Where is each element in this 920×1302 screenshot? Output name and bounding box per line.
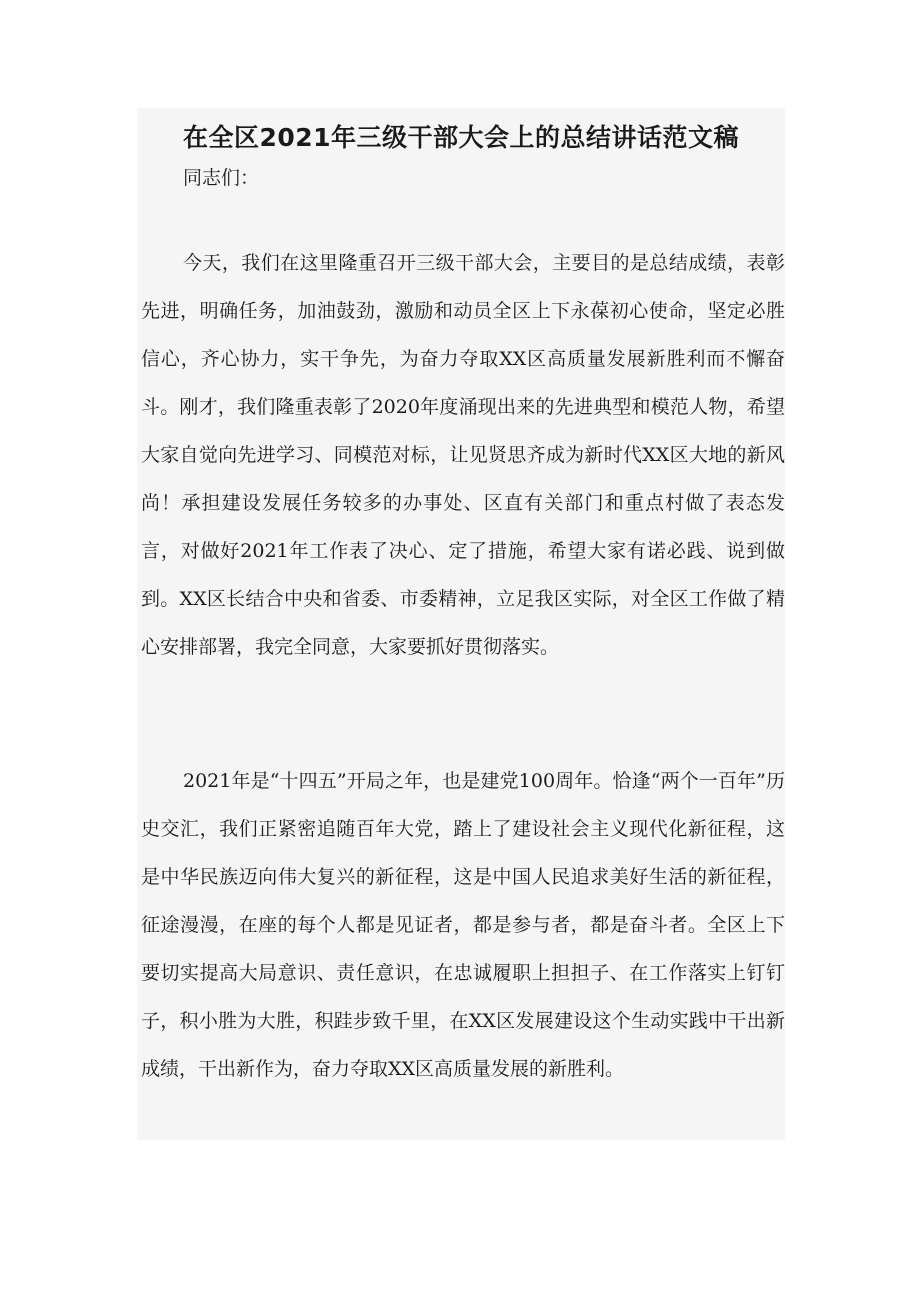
document-page xyxy=(137,108,785,1140)
paragraph-1: 今天，我们在这里隆重召开三级干部大会，主要目的是总结成绩，表彰先进，明确任务，加油鼓劲，激励和动员全区上下永葆初心使命，坚定必胜信心，齐心协力，实干争先，为奋力夺取XX区高质量发展新胜利而不懈奋斗。刚才，我们隆重表彰了2020年度涌现出来的先进典型和模范人物，希望大家自觉向先进学习、同模范对标，让见贤思齐成为新时代XX区大地的新风尚！承担建设发展任务较多的办事处、区直有关部门和重点村做了表态发言，对做好2021年工作表了决心、定了措施，希望大家有诺必践、说到做到。XX区长结合中央和省委、市委精神，立足我区实际，对全区工作做了精心安排部署，我完全同意，大家要抓好贯彻落实。 xyxy=(141,252,785,658)
salutation: 同志们： xyxy=(183,167,260,189)
paragraph-2: 2021年是“十四五”开局之年，也是建党100周年。恰逢“两个一百年”历史交汇，我们正紧密追随百年大党，踏上了建设社会主义现代化新征程，这是中华民族迈向伟大复兴的新征程，这是中国人民追求美好生活的新征程，征途漫漫，在座的每个人都是见证者，都是参与者，都是奋斗者。全区上下要切实提高大局意识、责任意识，在忠诚履职上担担子、在工作落实上钉钉子，积小胜为大胜，积跬步致千里，在XX区发展建设这个生动实践中干出新成绩，干出新作为，奋力夺取XX区高质量发展的新胜利。 xyxy=(141,770,785,1080)
document-title: 在全区2021年三级干部大会上的总结讲话范文稿 xyxy=(182,123,740,152)
